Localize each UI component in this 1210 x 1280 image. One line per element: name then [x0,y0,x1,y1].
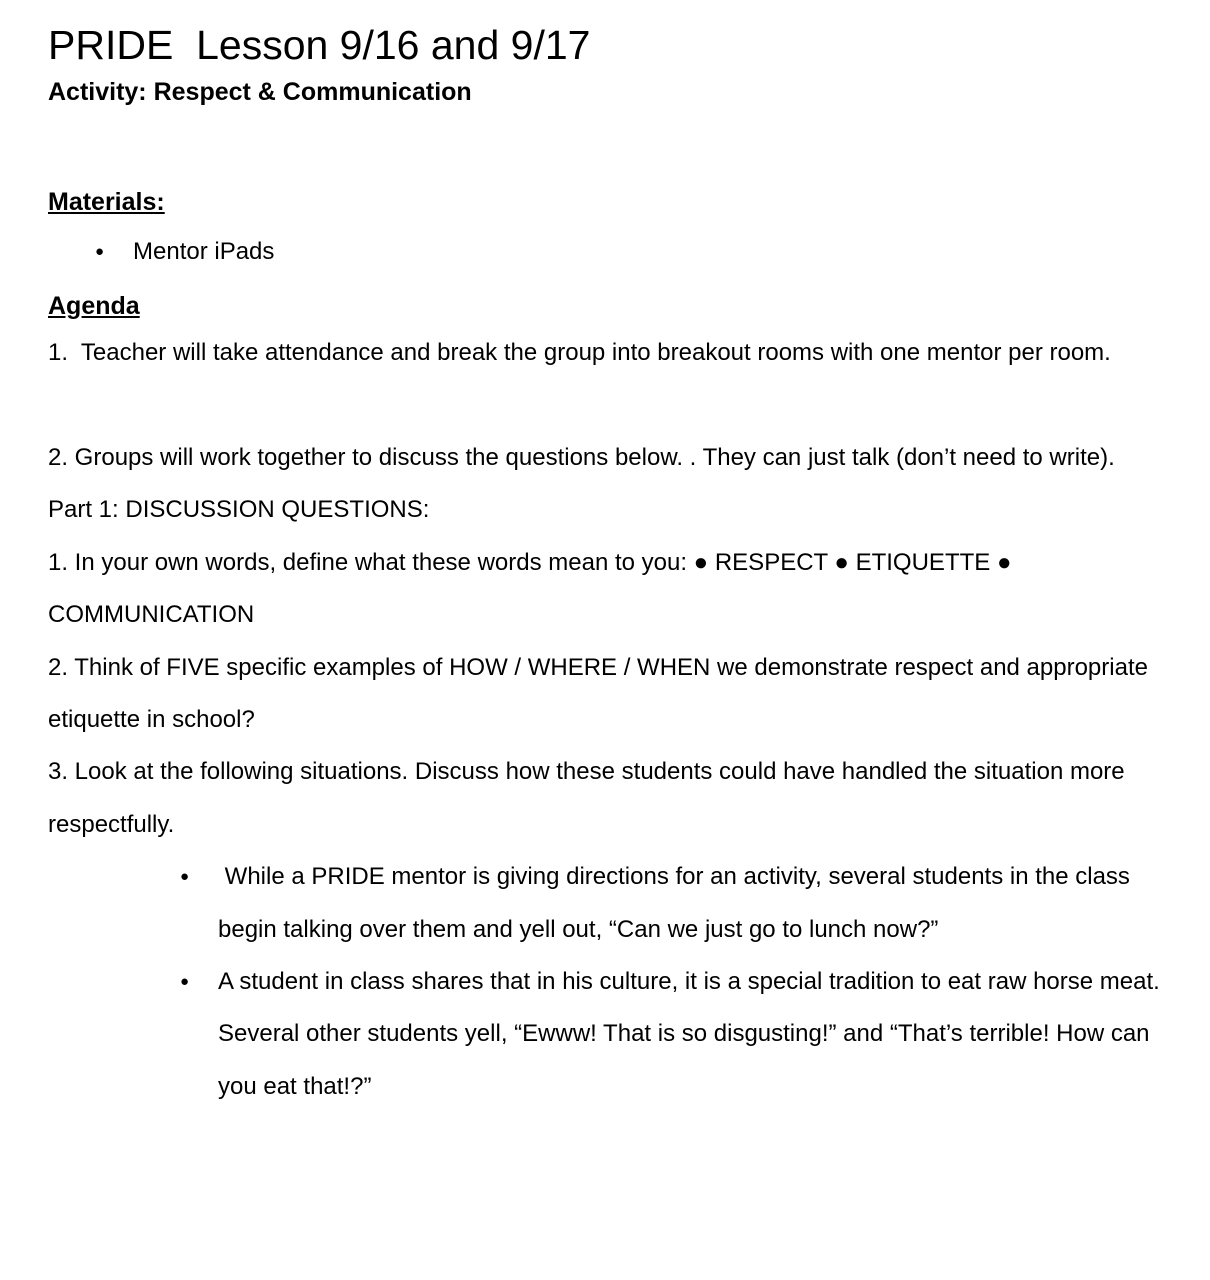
list-item [48,851,1160,956]
discussion-question-1: 1. In your own words, define what these words mean to you: ● RESPECT ● ETIQUETTE ● COMMUNICATION [48,548,1019,629]
page-subtitle: Activity: Respect & Communication [48,78,472,107]
list-item [48,956,1167,1113]
part1-heading: Part 1: DISCUSSION QUESTIONS: [48,496,430,524]
list-item-text: Mentor iPads [133,238,275,266]
materials-list [48,237,1160,267]
page-title: PRIDE Lesson 9/16 and 9/17 [48,22,591,68]
discussion-question-3: 3. Look at the following situations. Discuss how these students could have handled the situation more respectfully. [48,758,1132,838]
situation-text-2: A student in class shares that in his culture, it is a special tradition to eat raw horse meat. Several other students yell, “Ewww! That is so disgusting!” and “That’s terrible! How can you eat that!?” [218,968,1167,1100]
agenda-heading: Agenda [48,292,140,321]
agenda-paragraph-2: 2. Groups will work together to discuss the questions below. . They can just talk (don’t need to write). [48,443,1115,471]
list-item [48,237,1160,267]
bullet-icon: ● [95,243,105,261]
agenda-paragraph-1: 1. Teacher will take attendance and break the group into breakout rooms with one mentor per room. [48,339,1111,367]
blank-line [48,380,1160,432]
materials-heading: Materials: [48,188,165,217]
situations-list [48,851,1167,1113]
discussion-question-2: 2. Think of FIVE specific examples of HOW / WHERE / WHEN we demonstrate respect and appropriate etiquette in school? [48,653,1155,733]
bullet-icon: ● [180,973,190,990]
agenda-body [48,327,1167,1113]
bullet-icon: ● [180,868,190,886]
situation-text-1: While a PRIDE mentor is giving directions for an activity, several students in the class begin talking over them and yell out, “Can we just go to lunch now?” [218,863,1137,943]
